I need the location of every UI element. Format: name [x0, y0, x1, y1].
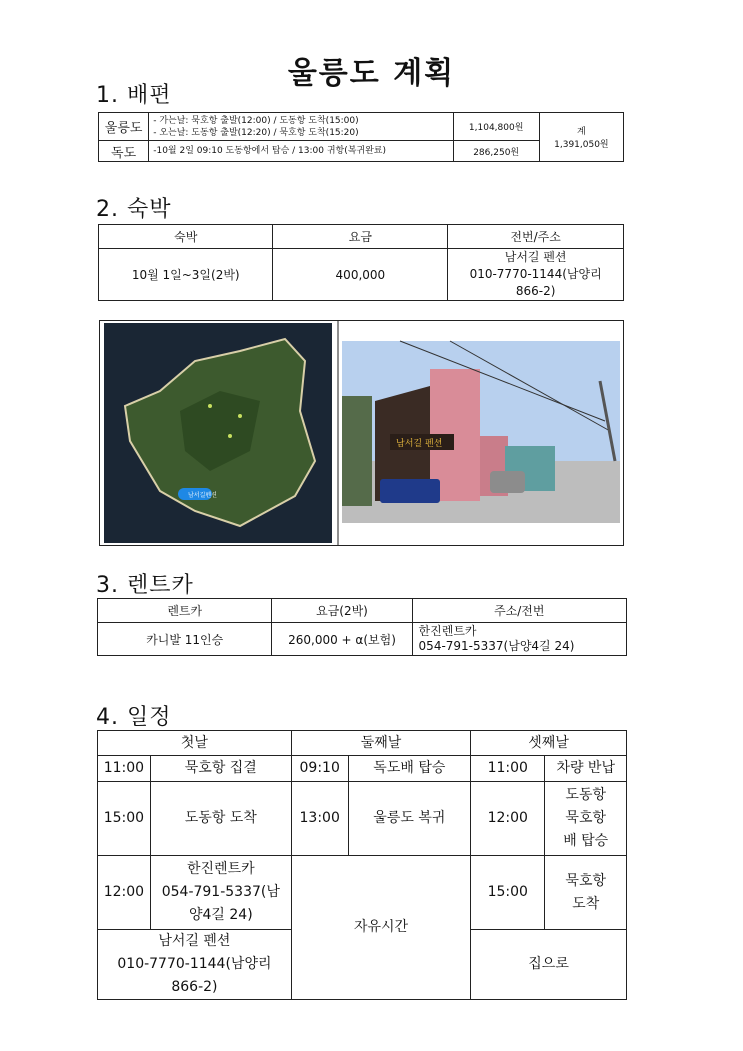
ferry-total-value: 1,391,050원 — [554, 140, 609, 150]
lodging-contact — [448, 249, 624, 301]
photo-trees — [342, 396, 372, 506]
photos — [100, 321, 623, 545]
day-header: 둘째날 — [291, 731, 470, 756]
rental-company: 한진렌트카 — [418, 624, 477, 638]
schedule-event: 차량 반납 — [545, 756, 627, 782]
lodging-header: 전번/주소 — [448, 225, 624, 249]
day-header: 셋째날 — [471, 731, 627, 756]
schedule-time: 12:00 — [98, 856, 151, 930]
event-line: 010-7770-1144(남양리 — [117, 956, 272, 972]
schedule-time: 12:00 — [471, 782, 545, 856]
section-heading-rental: 3. 렌트카 — [96, 573, 194, 598]
schedule-table — [97, 730, 627, 1000]
event-line: 배 탑승 — [563, 833, 609, 849]
schedule-time: 11:00 — [98, 756, 151, 782]
rental-header: 주소/전번 — [412, 599, 626, 623]
event-line: 866-2) — [171, 979, 218, 995]
schedule-event: 도동항 도착 — [150, 782, 291, 856]
page-title: 울릉도 계획 — [287, 56, 456, 91]
ferry-total — [539, 113, 623, 162]
rental-header: 렌트카 — [98, 599, 272, 623]
lodging-price: 400,000 — [273, 249, 448, 301]
ferry-return: - 오는날: 도동항 출발(12:20) / 묵호항 도착(15:20) — [153, 127, 359, 138]
lodging-dates: 10월 1일~3일(2박) — [99, 249, 273, 301]
schedule-time: 15:00 — [98, 782, 151, 856]
lodging-header: 숙박 — [99, 225, 273, 249]
event-line: 한진렌트카 — [187, 861, 255, 877]
map-point — [238, 414, 242, 418]
ferry-label-ulleungdo: 울릉도 — [99, 113, 149, 141]
event-line: 묵호항 — [565, 872, 606, 889]
map-point — [228, 434, 232, 438]
rental-price: 260,000 + α(보험) — [272, 623, 412, 656]
photo-sign-text: 남서길 펜션 — [396, 439, 443, 449]
section-heading-schedule: 4. 일정 — [96, 705, 172, 730]
ferry-outbound: - 가는날: 묵호항 출발(12:00) / 도동항 도착(15:00) — [153, 115, 359, 126]
event-line: 양4길 24) — [188, 907, 253, 923]
schedule-time: 11:00 — [471, 756, 545, 782]
map-pin-label: 남서길펜션 — [188, 492, 217, 499]
ferry-price-ulleungdo: 1,104,800원 — [453, 113, 539, 141]
lodging-phone: 010-7770-1144(남양리 — [469, 267, 602, 281]
photo-truck — [380, 479, 440, 503]
event-line: 남서길 펜션 — [158, 933, 231, 949]
section-heading-lodging: 2. 숙박 — [96, 197, 172, 222]
ferry-price-dokdo: 286,250원 — [453, 141, 539, 162]
ferry-schedule-ulleungdo — [149, 113, 453, 141]
day-header: 첫날 — [98, 731, 292, 756]
event-line: 054-791-5337(남 — [161, 884, 280, 900]
schedule-event: 묵호항 집결 — [150, 756, 291, 782]
event-line: 묵호항 — [565, 810, 606, 826]
schedule-time: 15:00 — [471, 856, 545, 930]
schedule-event — [545, 782, 627, 856]
schedule-time: 13:00 — [291, 782, 348, 856]
rental-phone: 054-791-5337(남양4길 24) — [418, 639, 575, 653]
lodging-name: 남서길 펜션 — [504, 250, 567, 264]
schedule-event — [150, 856, 291, 930]
event-line: 도동항 — [565, 787, 606, 803]
photo-frame — [99, 320, 624, 546]
schedule-event: 울릉도 복귀 — [348, 782, 471, 856]
lodging-table — [98, 224, 624, 301]
ferry-total-label: 계 — [577, 127, 586, 137]
section-heading-ferry: 1. 배편 — [96, 83, 172, 108]
rental-header: 요금(2박) — [272, 599, 412, 623]
schedule-event — [545, 856, 627, 930]
schedule-event: 독도배 탑승 — [348, 756, 471, 782]
free-time: 자유시간 — [291, 856, 470, 1000]
schedule-event: 집으로 — [471, 930, 627, 1000]
ferry-label-dokdo: 독도 — [99, 141, 149, 162]
schedule-time: 09:10 — [291, 756, 348, 782]
photo-car — [490, 471, 525, 493]
rental-contact — [412, 623, 626, 656]
lodging-address: 866-2) — [515, 284, 556, 298]
lodging-header: 요금 — [273, 225, 448, 249]
ferry-schedule-dokdo: -10월 2일 09:10 도동항에서 탑승 / 13:00 귀항(복귀완료) — [149, 141, 453, 162]
ferry-table — [98, 112, 624, 162]
rental-table — [97, 598, 627, 656]
event-line: 도착 — [572, 895, 600, 912]
schedule-event — [98, 930, 292, 1000]
rental-car: 카니발 11인승 — [98, 623, 272, 656]
map-point — [208, 404, 212, 408]
